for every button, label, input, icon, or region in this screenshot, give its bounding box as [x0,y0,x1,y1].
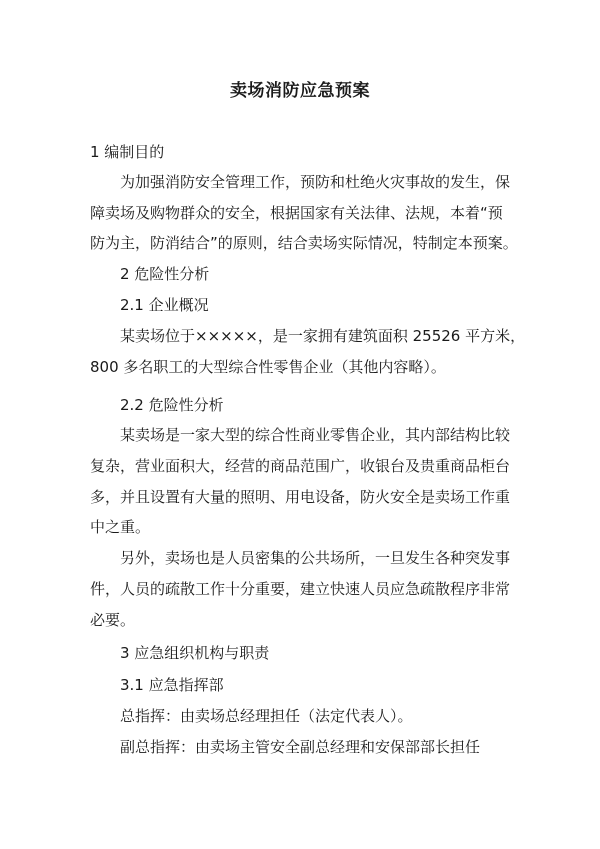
heading-2-2-risk-analysis: 2.2 危险性分析 [120,396,224,414]
paragraph-line: 为加强消防安全管理工作，预防和杜绝火灾事故的发生，保 [120,173,511,191]
heading-3-1-command: 3.1 应急指挥部 [120,676,224,694]
document-title: 卖场消防应急预案 [230,81,370,101]
paragraph-line: 另外，卖场也是人员密集的公共场所，一旦发生各种突发事 [120,549,511,567]
paragraph-line: 中之重。 [90,518,151,536]
heading-2-1-overview: 2.1 企业概况 [120,296,209,314]
heading-2-risk-analysis: 2 危险性分析 [120,265,210,283]
paragraph-line: 800 多名职工的大型综合性零售企业（其他内容略）。 [90,358,446,376]
paragraph-line: 件，人员的疏散工作十分重要，建立快速人员应急疏散程序非常 [90,580,511,598]
paragraph-line: 总指挥：由卖场总经理担任（法定代表人）。 [120,707,413,725]
paragraph-line: 防为主，防消结合”的原则，结合卖场实际情况，特制定本预案。 [90,234,518,252]
heading-3-organization: 3 应急组织机构与职责 [120,644,270,662]
heading-1-purpose: 1 编制目的 [90,143,165,161]
paragraph-line: 复杂，营业面积大，经营的商品范围广，收银台及贵重商品柜台 [90,457,511,475]
paragraph-line: 副总指挥：由卖场主管安全副总经理和安保部部长担任 [120,738,481,756]
paragraph-line: 某卖场位于×××××，是一家拥有建筑面积 25526 平方米， [120,327,526,345]
paragraph-line: 障卖场及购物群众的安全，根据国家有关法律、法规，本着“预 [90,204,503,222]
paragraph-line: 某卖场是一家大型的综合性商业零售企业，其内部结构比较 [120,426,511,444]
paragraph-line: 多，并且设置有大量的照明、用电设备，防火安全是卖场工作重 [90,488,511,506]
paragraph-line: 必要。 [90,611,136,629]
